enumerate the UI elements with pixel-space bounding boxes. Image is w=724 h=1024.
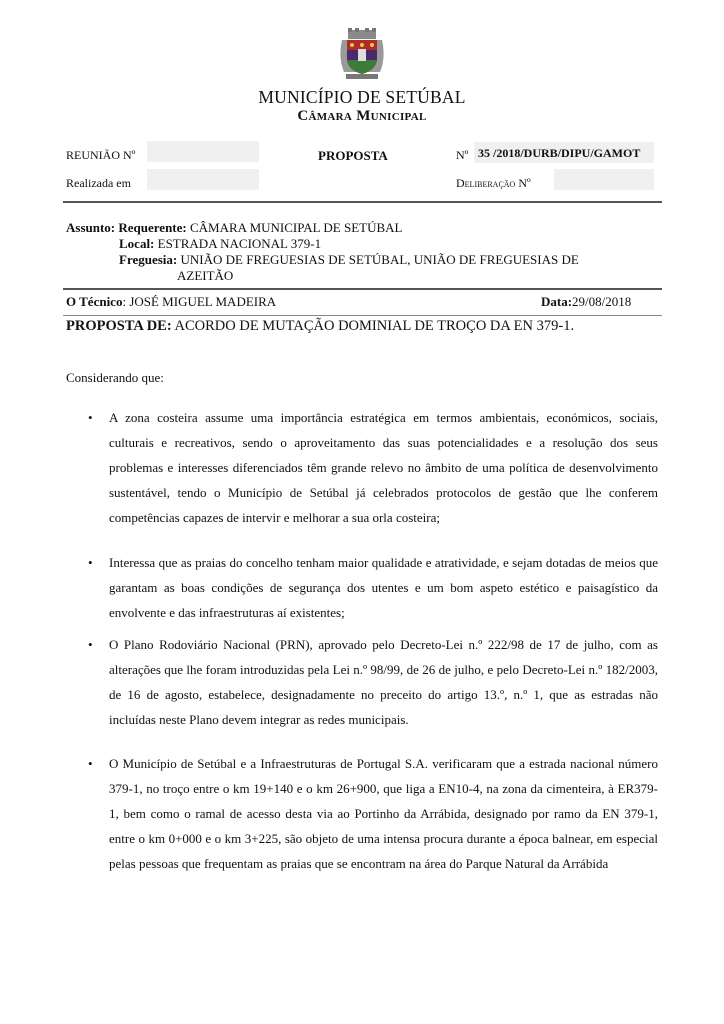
technician-divider <box>63 315 662 316</box>
subject-divider <box>63 288 662 290</box>
proposal-text: ACORDO DE MUTAÇÃO DOMINIAL DE TROÇO DA EN 379-1. <box>174 318 575 334</box>
technician-label: O Técnico <box>66 294 123 309</box>
date-value: 29/08/2018 <box>572 294 632 309</box>
bullet-icon: • <box>88 637 93 652</box>
held-on-label: Realizada em <box>66 176 131 190</box>
bullet-paragraph-2: Interessa que as praias do concelho tenham maior qualidade e atratividade, e sejam dotadas de meios que garantam as boas condições de segurança dos utentes e um bom aspeto estético e paisagístico da envolvente e das infraestruturas aí existentes; <box>109 555 658 620</box>
applicant-value: CÂMARA MUNICIPAL DE SETÚBAL <box>189 220 403 235</box>
subject-label: Assunto: <box>66 220 116 235</box>
applicant-label: Requerente: <box>118 220 187 235</box>
parish-value-line2: AZEITÃO <box>177 268 234 283</box>
meeting-number-label: REUNIÃO Nº <box>66 148 136 162</box>
held-on-field[interactable] <box>147 169 259 190</box>
location-value: ESTRADA NACIONAL 379-1 <box>157 236 322 251</box>
subject-block <box>66 220 579 284</box>
proposal-heading: PROPOSTA <box>318 148 388 163</box>
proposal-number-label: Nº <box>456 148 469 162</box>
bullet-paragraph-4: O Município de Setúbal e a Infraestruturas de Portugal S.A. verificaram que a estrada nacional número 379-1, no troço entre o km 19+140 e o km 26+900, que liga a EN10-4, na zona da cimenteira, à ER379-1, bem como o ramal de acesso desta via ao Portinho da Arrábida, designado por ramo da EN 379-1, entre o km 0+000 e o km 3+225, são objeto de uma intensa procura durante a época balnear, em especial pelas pessoas que frequentam as praias que se encontram na área do Parque Natural da Arrábida <box>109 756 658 871</box>
proposal-label: PROPOSTA DE: <box>66 318 172 334</box>
municipality-title: MUNICÍPIO DE SETÚBAL <box>258 87 466 107</box>
intro-text: Considerando que: <box>66 370 164 385</box>
bullet-icon: • <box>88 756 93 771</box>
date-label: Data: <box>541 294 573 309</box>
parish-value-line1: UNIÃO DE FREGUESIAS DE SETÚBAL, UNIÃO DE FREGUESIAS DE <box>180 252 579 267</box>
bullet-paragraph-3: O Plano Rodoviário Nacional (PRN), aprovado pelo Decreto-Lei n.º 222/98 de 17 de julho, com as alterações que lhe foram introduzidas pela Lei n.º 98/99, de 26 de julho, e pelo Decreto-Lei n.º 182/2003, de 16 de agosto, estabelece, designadamente no preceito do artigo 13.º, n.º 1, que as estradas não incluídas neste Plano devem integrar as redes municipais. <box>109 637 658 727</box>
proposal-line <box>66 318 574 335</box>
location-label: Local: <box>119 236 155 251</box>
bullet-icon: • <box>88 410 93 425</box>
parish-label: Freguesia: <box>119 252 178 267</box>
deliberation-number-label: Deliberação Nº <box>456 176 531 190</box>
technician-line <box>66 294 276 310</box>
bullet-paragraph-1: A zona costeira assume uma importância estratégica em termos ambientais, económicos, sociais, culturais e recreativos, sendo o aproveitamento das suas potencialidades e a resolução dos seus problemas e interesses diferenciados têm grande relevo no âmbito de uma política de desenvolvimento sustentável, tendo o Município de Setúbal já celebrados protocolos de gestão que lhe conferem competências capazes de intervir e melhorar a sua orla costeira; <box>109 410 658 525</box>
proposal-number-field[interactable]: 35 /2018/DURB/DIPU/GAMOT <box>474 142 654 163</box>
header-divider <box>63 201 662 203</box>
chamber-subtitle: Câmara Municipal <box>297 108 427 124</box>
bullet-icon: • <box>88 555 93 570</box>
coat-of-arms-icon <box>338 28 386 80</box>
meeting-number-field[interactable] <box>147 141 259 162</box>
technician-name: : JOSÉ MIGUEL MADEIRA <box>122 294 277 309</box>
deliberation-number-field[interactable] <box>554 169 654 190</box>
date-line <box>541 294 631 310</box>
